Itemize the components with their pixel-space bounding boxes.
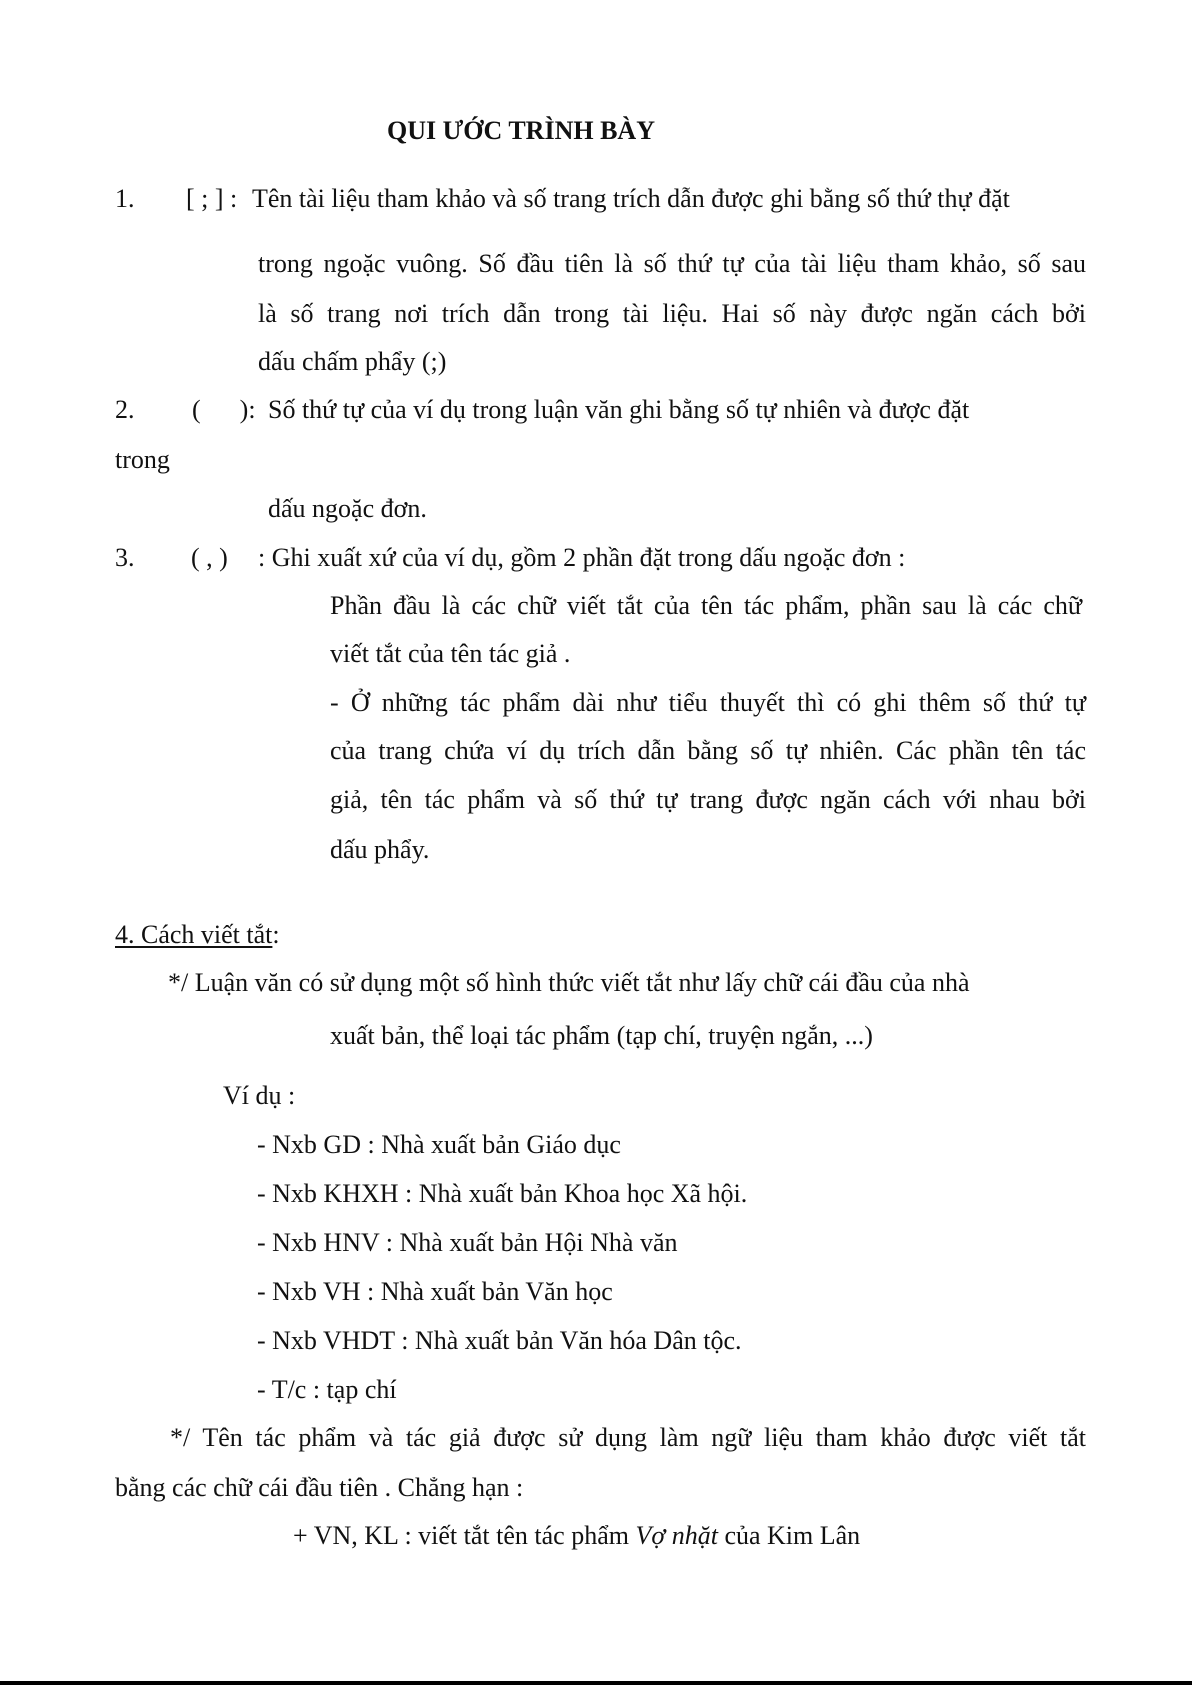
- item3-line: - Ở những tác phẩm dài như tiểu thuyết thì có ghi thêm số thứ tự: [330, 688, 1086, 717]
- item3-line: Phần đầu là các chữ viết tắt của tên tác phẩm, phần sau là các chữ: [330, 591, 1082, 620]
- item2-line: dấu ngoặc đơn.: [268, 494, 427, 523]
- example-label: Ví dụ :: [223, 1081, 296, 1110]
- item3-marker: ( , ): [191, 543, 228, 572]
- item3-line: viết tắt của tên tác giả .: [330, 639, 571, 668]
- final-example: [293, 1523, 860, 1549]
- item3-line: dấu phẩy.: [330, 835, 430, 864]
- item1-line: Tên tài liệu tham khảo và số trang trích dẫn được ghi bằng số thứ thự đặt: [252, 184, 1010, 213]
- item3-line: : Ghi xuất xứ của ví dụ, gồm 2 phần đặt trong dấu ngoặc đơn :: [258, 543, 906, 572]
- example-item: - Nxb GD : Nhà xuất bản Giáo dục: [257, 1130, 621, 1159]
- item4-heading-text: Cách viết tắt: [134, 920, 273, 949]
- item2-line: Số thứ tự của ví dụ trong luận văn ghi bằng số tự nhiên và được đặt: [268, 395, 970, 424]
- item4-heading-colon: :: [272, 920, 280, 949]
- abbrev-paragraph: */ Luận văn có sử dụng một số hình thức viết tắt như lấy chữ cái đầu của nhà: [168, 968, 970, 997]
- final-example-suffix: của Kim Lân: [717, 1521, 861, 1550]
- item1-line: trong ngoặc vuông. Số đầu tiên là số thứ tự của tài liệu tham khảo, số sau: [258, 249, 1086, 278]
- work-title: Vợ nhặt: [635, 1521, 718, 1550]
- item1-number: 1.: [115, 184, 135, 213]
- item3-line: giả, tên tác phẩm và số thứ tự trang được ngăn cách với nhau bởi: [330, 785, 1086, 814]
- item1-line: là số trang nơi trích dẫn trong tài liệu. Hai số này được ngăn cách bởi: [258, 299, 1086, 328]
- item3-line: của trang chứa ví dụ trích dẫn bằng số tự nhiên. Các phần tên tác: [330, 736, 1086, 765]
- item3-number: 3.: [115, 543, 135, 572]
- item1-marker: [ ; ] :: [186, 184, 238, 213]
- page-title: QUI ƯỚC TRÌNH BÀY: [387, 116, 655, 145]
- item2-marker: ( ):: [192, 395, 256, 424]
- example-item: - T/c : tạp chí: [257, 1375, 397, 1404]
- abbrev-paragraph: */ Tên tác phẩm và tác giả được sử dụng làm ngữ liệu tham khảo được viết tắt: [170, 1423, 1086, 1452]
- item1-line: dấu chấm phẩy (;): [258, 347, 447, 376]
- item2-number: 2.: [115, 395, 135, 424]
- page-bottom-border: [0, 1681, 1192, 1685]
- example-item: - Nxb VHDT : Nhà xuất bản Văn hóa Dân tộc.: [257, 1326, 742, 1355]
- item4-number: 4.: [115, 920, 135, 949]
- final-example-prefix: + VN, KL : viết tắt tên tác phẩm: [293, 1521, 636, 1550]
- item2-line: trong: [115, 445, 170, 474]
- example-item: - Nxb KHXH : Nhà xuất bản Khoa học Xã hội.: [257, 1179, 748, 1208]
- example-item: - Nxb HNV : Nhà xuất bản Hội Nhà văn: [257, 1228, 678, 1257]
- example-item: - Nxb VH : Nhà xuất bản Văn học: [257, 1277, 613, 1306]
- item4-heading: [115, 922, 280, 948]
- abbrev-paragraph: xuất bản, thể loại tác phẩm (tạp chí, truyện ngắn, ...): [330, 1021, 873, 1050]
- abbrev-paragraph: bằng các chữ cái đầu tiên . Chẳng hạn :: [115, 1473, 524, 1502]
